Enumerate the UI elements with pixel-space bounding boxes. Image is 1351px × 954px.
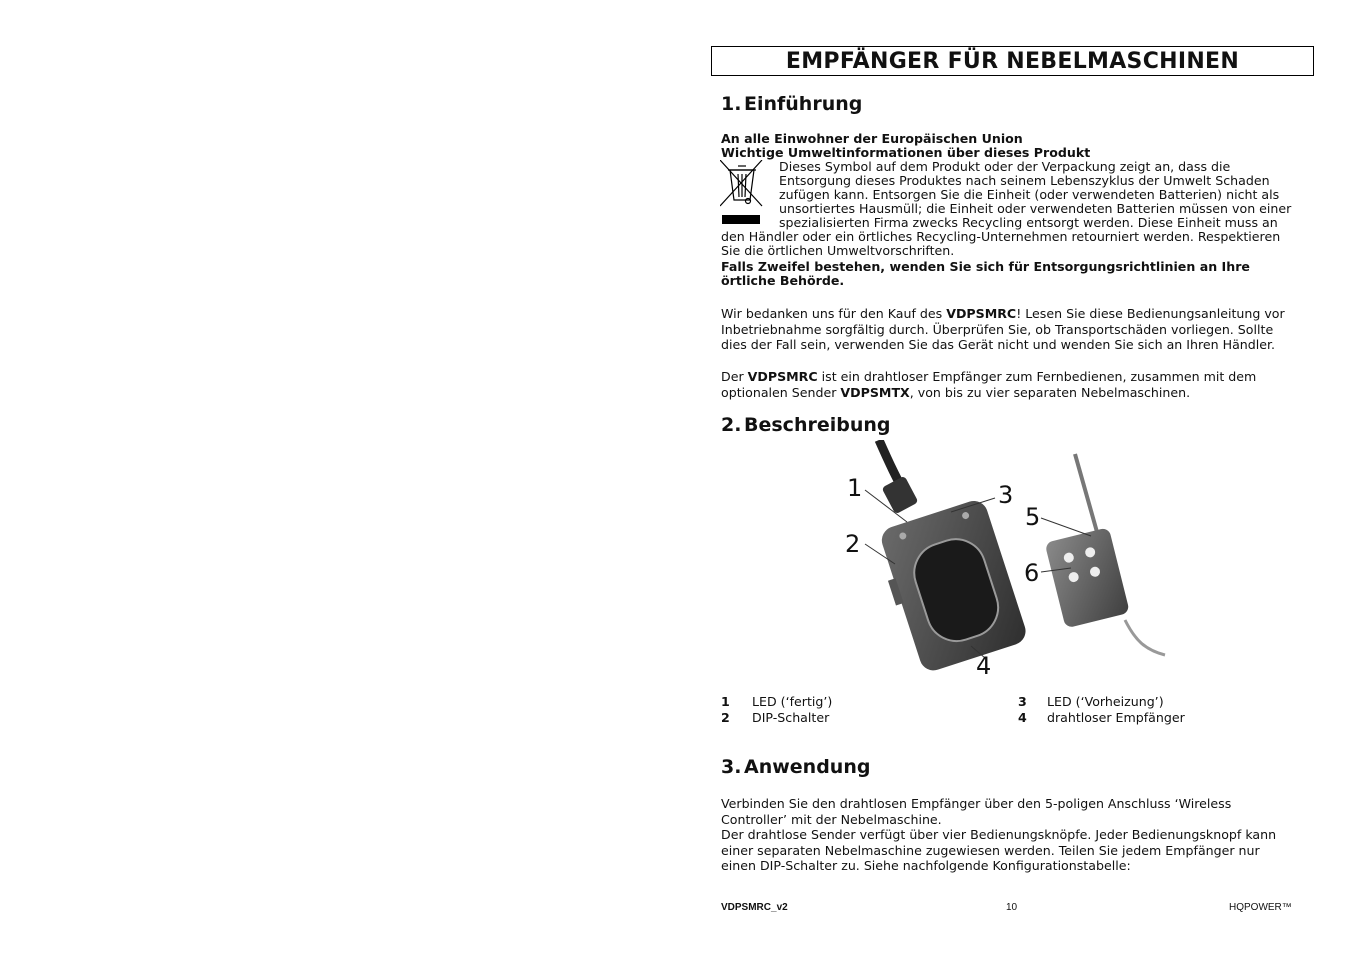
legend-item: 4 drahtloser Empfänger (1018, 710, 1185, 725)
eu-notice-subtitle: Wichtige Umweltinformationen über dieses Produkt (721, 145, 1091, 160)
section-heading-introduction (721, 93, 862, 115)
product-name: VDPSMRC (946, 306, 1017, 321)
legend-left (721, 694, 832, 726)
doubt-notice-2: örtliche Behörde. (721, 273, 845, 288)
eu-notice-line: An alle Einwohner der Europäischen Union (721, 131, 1023, 146)
antenna (1075, 454, 1097, 532)
page-header (711, 46, 1314, 76)
usage-line: einer separaten Nebelmaschine zugewiesen werden. Teilen Sie jedem Empfänger nur (721, 842, 1260, 858)
section-number: 1. (721, 93, 742, 115)
section-number: 2. (721, 414, 742, 436)
usage-line: Verbinden Sie den drahtlosen Empfänger über den 5-poligen Anschluss ‘Wireless (721, 796, 1232, 811)
sender-name: VDPSMTX (840, 384, 910, 400)
callout-2: 2 (845, 530, 861, 558)
weee-text-4: unsortiertes Hausmüll; die Einheit oder verwendeten Batterien müssen von einer (779, 201, 1292, 216)
footer-page-number: 10 (1006, 902, 1018, 913)
callout-4: 4 (976, 652, 992, 678)
callout-3: 3 (998, 481, 1014, 509)
footer-brand: HQPOWER™ (1229, 902, 1292, 913)
weee-bin-icon (720, 160, 764, 226)
legend-item: 1 LED (‘fertig’) (721, 694, 833, 709)
weee-text-7: Sie die örtlichen Umweltvorschriften. (721, 243, 955, 258)
weee-text-2: Entsorgung dieses Produktes nach seinem Lebenszyklus der Umwelt Schaden (779, 173, 1270, 188)
usage-line: einen DIP-Schalter zu. Siehe nachfolgende Konfigurationstabelle: (721, 858, 1131, 873)
page-title: EMPFÄNGER FÜR NEBELMASCHINEN (711, 46, 1314, 76)
footer-model: VDPSMRC_v2 (721, 902, 788, 913)
section-number: 3. (721, 756, 742, 778)
usage-paragraph (721, 796, 1306, 874)
section-title: Beschreibung (744, 414, 891, 436)
callout-1: 1 (847, 474, 863, 502)
legend-right (1018, 694, 1185, 726)
weee-text-6: den Händler oder ein örtliches Recycling-Unternehmen retourniert werden. Respektieren (721, 229, 1281, 244)
doubt-notice-1: Falls Zweifel bestehen, wenden Sie sich für Entsorgungsrichtlinien an Ihre (721, 259, 1250, 274)
product-name: VDPSMRC (747, 369, 818, 384)
thanks-paragraph: Wir bedanken uns für den Kauf des VDPSMRC! Lesen Sie diese Bedienungsanleitung vor Inbetriebnahme sorgfältig durch. Überprüfen Sie, ob Transportschäden vorliegen. Sollte dies der Fall sein, verwenden Sie das Gerät nicht und wenden Sie sich an Ihren Händler. (721, 306, 1285, 352)
section-heading-usage (721, 756, 870, 778)
receiver-body (873, 497, 1030, 676)
weee-text-3: zufügen kann. Entsorgen Sie die Einheit (oder verwendeten Batterien) nicht als (779, 187, 1280, 202)
cable-strain-relief (881, 476, 918, 515)
section-heading-description (721, 414, 891, 436)
remote-transmitter (1045, 527, 1130, 628)
callout-5: 5 (1025, 503, 1041, 531)
product-photo (835, 440, 1187, 678)
keyring (1125, 620, 1165, 655)
weee-text-1: Dieses Symbol auf dem Produkt oder der Verpackung zeigt an, dass die (779, 159, 1231, 174)
usage-line: Controller’ mit der Nebelmaschine. (721, 811, 942, 827)
description-paragraph: Der VDPSMRC ist ein drahtloser Empfänger zum Fernbedienen, zusammen mit dem optionalen Sender VDPSMTX, von bis zu vier separaten Nebelmaschinen. (721, 369, 1257, 400)
legend-item: 2 DIP-Schalter (721, 710, 830, 725)
callout-6: 6 (1024, 559, 1040, 587)
section-title: Anwendung (744, 756, 871, 778)
section-title: Einführung (744, 93, 863, 115)
weee-text-5: spezialisierten Firma zwecks Recycling entsorgt werden. Diese Einheit muss an (779, 215, 1278, 230)
legend-item: 3 LED (‘Vorheizung’) (1018, 694, 1164, 709)
usage-line: Der drahtlose Sender verfügt über vier Bedienungsknöpfe. Jeder Bedienungsknopf kann (721, 827, 1277, 842)
